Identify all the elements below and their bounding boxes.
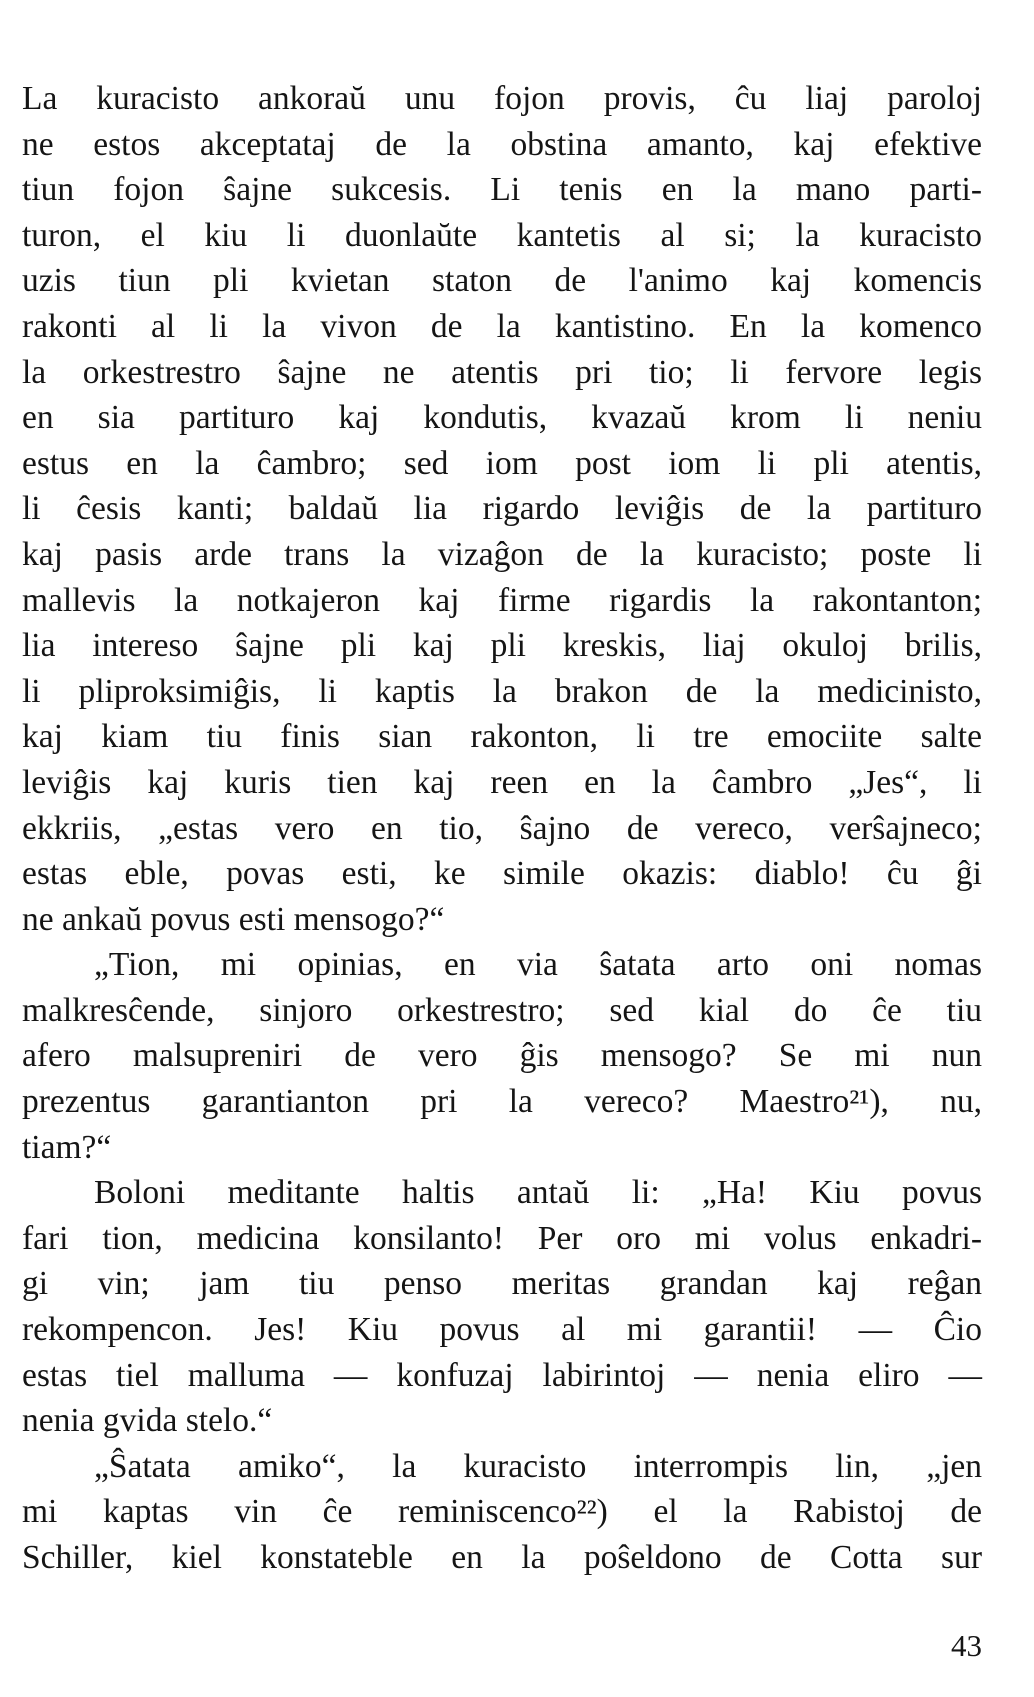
text-line: li pliproksimiĝis, li kaptis la brakon de la medicinisto, <box>22 672 982 710</box>
text-line: leviĝis kaj kuris tien kaj reen en la ĉambro „Jes“, li <box>22 763 982 801</box>
text-line: Boloni meditante haltis antaŭ li: „Ha! Kiu povus <box>94 1174 982 1212</box>
text-line: ne estos akceptataj de la obstina amanto, kaj efektive <box>22 125 982 163</box>
text-line: La kuracisto ankoraŭ unu fojon provis, ĉu liaj paroloj <box>22 80 982 117</box>
text-line: kaj kiam tiu finis sian rakonton, li tre emociite salte <box>22 718 982 756</box>
text-line: rakonti al li la vivon de la kantistino. En la komenco <box>22 307 982 345</box>
text-line: tiam?“ <box>22 1128 112 1166</box>
text-line: estas eble, povas esti, ke simile okazis: diablo! ĉu ĝi <box>22 855 982 893</box>
text-line: mallevis la notkajeron kaj firme rigardis la rakontanton; <box>22 581 982 619</box>
text-line: tiun fojon ŝajne sukcesis. Li tenis en la mano parti- <box>22 171 982 209</box>
text-line: „Ŝatata amiko“, la kuracisto interrompis lin, „jen <box>94 1447 982 1485</box>
text-line: mi kaptas vin ĉe reminiscenco²²) el la Rabistoj de <box>22 1493 982 1531</box>
text-line: afero malsupreniri de vero ĝis mensogo? Se mi nun <box>22 1037 982 1075</box>
text-line: rekompencon. Jes! Kiu povus al mi garantii! — Ĉio <box>22 1311 982 1349</box>
text-line: lia intereso ŝajne pli kaj pli kreskis, liaj okuloj brilis, <box>22 627 982 665</box>
text-line: gi vin; jam tiu penso meritas grandan kaj reĝan <box>22 1265 982 1303</box>
text-line: Schiller, kiel konstateble en la poŝeldono de Cotta sur <box>22 1539 982 1576</box>
text-line: ne ankaŭ povus esti mensogo?“ <box>22 900 445 938</box>
text-line: estas tiel malluma — konfuzaj labirintoj — nenia eliro — <box>22 1356 982 1394</box>
book-page <box>22 76 982 1581</box>
page-number: 43 <box>951 1628 982 1663</box>
text-line: prezentus garantianton pri la vereco? Maestro²¹), nu, <box>22 1083 982 1121</box>
text-line: turon, el kiu li duonlaŭte kantetis al si; la kuracisto <box>22 216 982 254</box>
text-line: kaj pasis arde trans la vizaĝon de la kuracisto; poste li <box>22 535 982 573</box>
text-line: en sia partituro kaj kondutis, kvazaŭ krom li neniu <box>22 399 982 437</box>
text-line: malkresĉende, sinjoro orkestrestro; sed kial do ĉe tiu <box>22 991 982 1029</box>
text-line: fari tion, medicina konsilanto! Per oro mi volus enkadri- <box>22 1219 982 1257</box>
text-line: ekkriis, „estas vero en tio, ŝajno de vereco, verŝajneco; <box>22 809 982 847</box>
text-line: nenia gvida stelo.“ <box>22 1402 273 1440</box>
text-line: la orkestrestro ŝajne ne atentis pri tio; li fervore legis <box>22 353 982 391</box>
text-line: estus en la ĉambro; sed iom post iom li pli atentis, <box>22 444 982 482</box>
text-line: uzis tiun pli kvietan staton de l'animo kaj komencis <box>22 262 982 300</box>
text-line: „Tion, mi opinias, en via ŝatata arto oni nomas <box>94 946 982 984</box>
text-line: li ĉesis kanti; baldaŭ lia rigardo leviĝis de la partituro <box>22 490 982 528</box>
